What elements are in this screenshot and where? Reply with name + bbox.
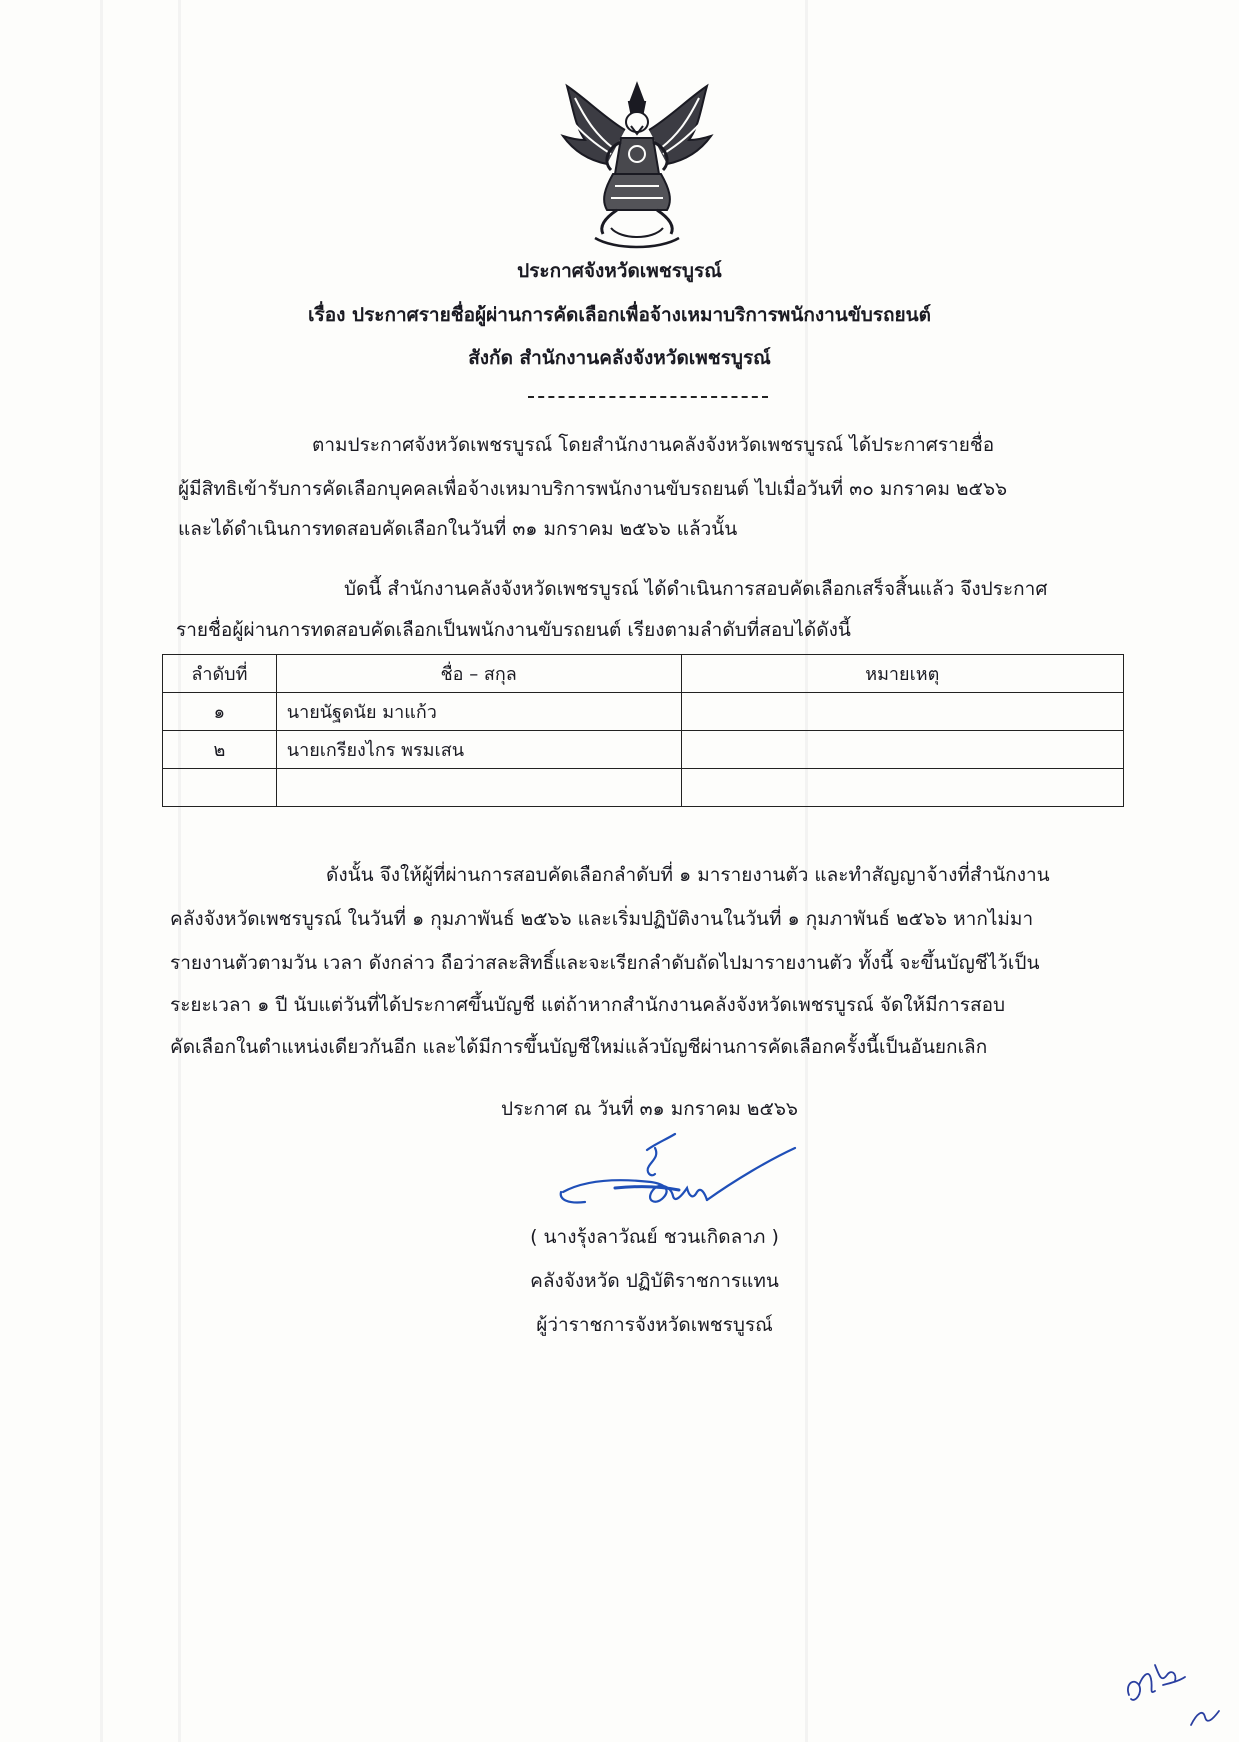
signatory-name: ( นางรุ้งลาวัณย์ ชวนเกิดลาภ ) <box>530 1226 779 1248</box>
signature-image <box>555 1130 805 1220</box>
paragraph-line: ผู้มีสิทธิเข้ารับการคัดเลือกบุคคลเพื่อจ้างเหมาบริการพนักงานขับรถยนต์ ไปเมื่อวันที่ ๓๐ มกราคม ๒๕๖๖ <box>178 478 1008 500</box>
table-header-row <box>163 655 1124 693</box>
table-cell-no: ๑ <box>163 693 277 731</box>
table-header-no: ลำดับที่ <box>163 655 277 693</box>
paragraph-line: และได้ดำเนินการทดสอบคัดเลือกในวันที่ ๓๑ มกราคม ๒๕๖๖ แล้วนั้น <box>178 518 738 540</box>
paragraph-line: คัดเลือกในตำแหน่งเดียวกันอีก และได้มีการขึ้นบัญชีใหม่แล้วบัญชีผ่านการคัดเลือกครั้งนี้เป็นอันยกเลิก <box>170 1036 988 1058</box>
table-row <box>163 693 1124 731</box>
table-header-note: หมายเหตุ <box>681 655 1124 693</box>
table-cell-note <box>681 693 1124 731</box>
announcement-date: ประกาศ ณ วันที่ ๓๑ มกราคม ๒๕๖๖ <box>501 1098 798 1120</box>
table-cell-name <box>276 769 681 807</box>
table-cell-no: ๒ <box>163 731 277 769</box>
table-cell-name: นายนัฐดนัย มาแก้ว <box>276 693 681 731</box>
paragraph-line: บัดนี้ สำนักงานคลังจังหวัดเพชรบูรณ์ ได้ดำเนินการสอบคัดเลือกเสร็จสิ้นแล้ว จึงประกาศ <box>344 578 1048 600</box>
paragraph-line: ดังนั้น จึงให้ผู้ที่ผ่านการสอบคัดเลือกลำดับที่ ๑ มารายงานตัว และทำสัญญาจ้างที่สำนักงาน <box>326 864 1050 886</box>
results-table <box>162 654 1124 807</box>
handwritten-initials <box>1115 1655 1225 1735</box>
signatory-position-2: ผู้ว่าราชการจังหวัดเพชรบูรณ์ <box>536 1314 773 1336</box>
table-header-name: ชื่อ – สกุล <box>276 655 681 693</box>
paragraph-line: รายงานตัวตามวัน เวลา ดังกล่าว ถือว่าสละสิทธิ์และจะเรียกลำดับถัดไปมารายงานตัว ทั้งนี้ จะขึ้นบัญชีไว้เป็น <box>170 952 1040 974</box>
table-cell-no <box>163 769 277 807</box>
announcement-agency: สังกัด สำนักงานคลังจังหวัดเพชรบูรณ์ <box>468 347 771 369</box>
paragraph-line: ระยะเวลา ๑ ปี นับแต่วันที่ได้ประกาศขึ้นบัญชี แต่ถ้าหากสำนักงานคลังจังหวัดเพชรบูรณ์ จัดให้มีการสอบ <box>170 994 1006 1016</box>
title-separator <box>528 396 768 398</box>
table-cell-note <box>681 731 1124 769</box>
table-row <box>163 731 1124 769</box>
announcement-title: ประกาศจังหวัดเพชรบูรณ์ <box>517 260 722 282</box>
table-row <box>163 769 1124 807</box>
table-cell-note <box>681 769 1124 807</box>
table-cell-name: นายเกรียงไกร พรมเสน <box>276 731 681 769</box>
paragraph-line: ตามประกาศจังหวัดเพชรบูรณ์ โดยสำนักงานคลังจังหวัดเพชรบูรณ์ ได้ประกาศรายชื่อ <box>312 434 995 456</box>
paragraph-line: คลังจังหวัดเพชรบูรณ์ ในวันที่ ๑ กุมภาพันธ์ ๒๕๖๖ และเริ่มปฏิบัติงานในวันที่ ๑ กุมภาพันธ์ ๒๕๖๖ หากไม่มา <box>170 908 1034 930</box>
signatory-position: คลังจังหวัด ปฏิบัติราชการแทน <box>530 1270 779 1292</box>
garuda-emblem-icon <box>555 78 720 250</box>
announcement-subject: เรื่อง ประกาศรายชื่อผู้ผ่านการคัดเลือกเพื่อจ้างเหมาบริการพนักงานขับรถยนต์ <box>308 304 931 326</box>
paragraph-line: รายชื่อผู้ผ่านการทดสอบคัดเลือกเป็นพนักงานขับรถยนต์ เรียงตามลำดับที่สอบได้ดังนี้ <box>176 619 851 641</box>
